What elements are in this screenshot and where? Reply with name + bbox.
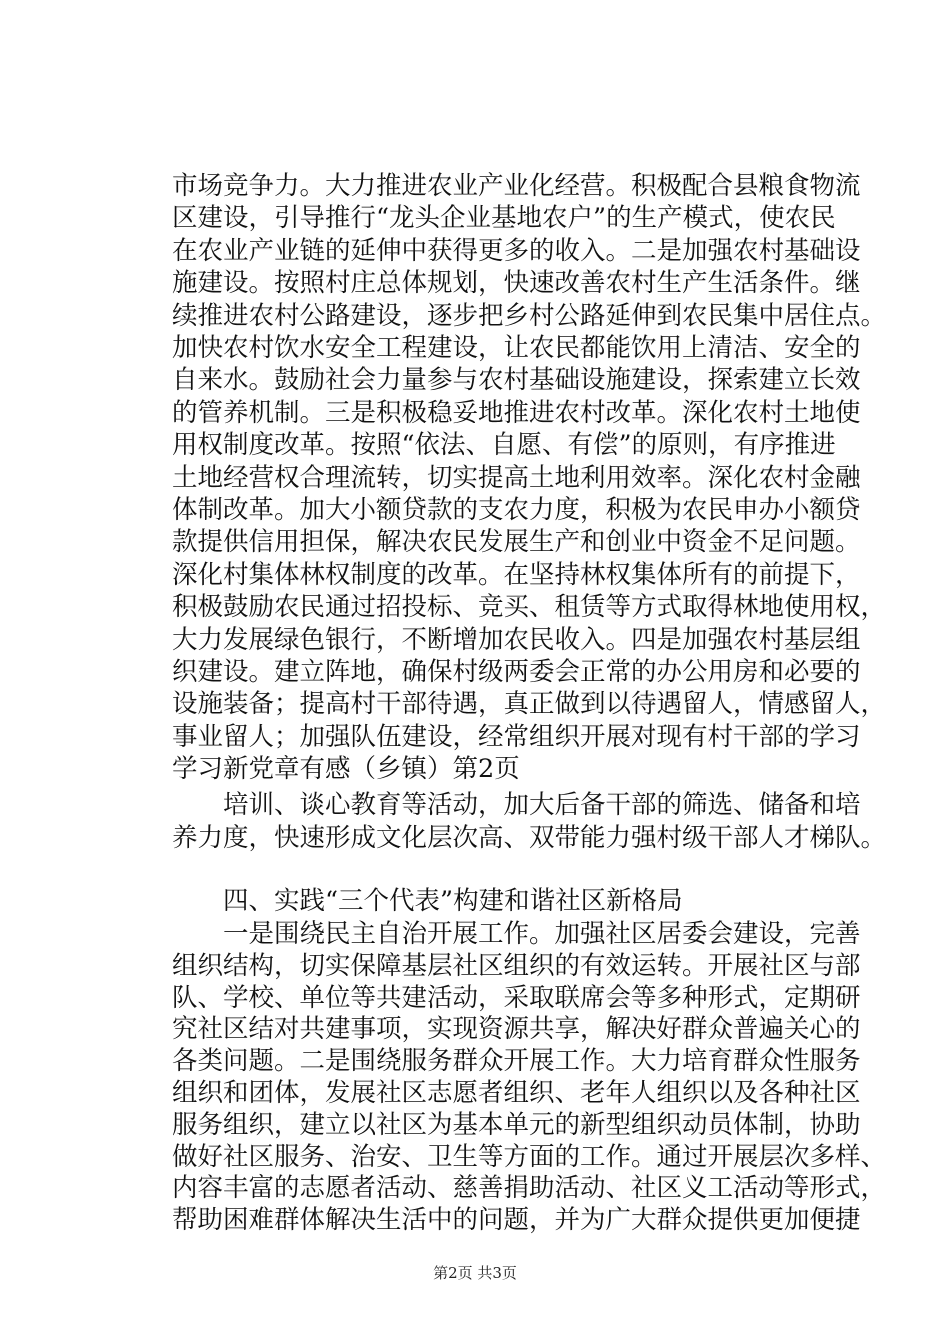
body-line: 体制改革。加大小额贷款的支农力度，积极为农民申办小额贷: [172, 495, 861, 525]
body-line: 组织结构，切实保障基层社区组织的有效运转。开展社区与部: [172, 950, 861, 981]
body-line: 组织和团体，发展社区志愿者组织、老年人组织以及各种社区: [172, 1078, 861, 1108]
body-line: 各类问题。二是围绕服务群众开展工作。大力培育群众性服务: [172, 1046, 861, 1077]
body-line: 织建设。建立阵地，确保村级两委会正常的办公用房和必要的: [172, 657, 861, 687]
body-line: 事业留人；加强队伍建设，经常组织开展对现有村干部的学习: [172, 721, 861, 752]
body-line: 土地经营权合理流转，切实提高土地利用效率。深化农村金融: [172, 462, 861, 493]
section-heading: 四、实践“三个代表”构建和谐社区新格局: [172, 886, 683, 916]
body-line: 帮助困难群体解决生活中的问题，并为广大群众提供更加便捷: [172, 1205, 861, 1236]
body-line: 施建设。按照村庄总体规划，快速改善农村生产生活条件。继: [172, 268, 861, 299]
body-line: 区建设，引导推行“龙头企业基地农户”的生产模式，使农民: [172, 203, 836, 234]
body-line: 服务组织，建立以社区为基本单元的新型组织动员体制，协助: [172, 1109, 861, 1140]
body-line: 续推进农村公路建设，逐步把乡村公路延伸到农民集中居住点。: [172, 300, 887, 331]
body-line: 在农业产业链的延伸中获得更多的收入。二是加强农村基础设: [172, 235, 861, 266]
body-line: 养力度，快速形成文化层次高、双带能力强村级干部人才梯队。: [172, 823, 887, 853]
page-footer: 第2页 共3页: [433, 1264, 517, 1282]
body-line: 做好社区服务、治安、卫生等方面的工作。通过开展层次多样、: [172, 1141, 887, 1172]
body-line: 款提供信用担保，解决农民发展生产和创业中资金不足问题。: [172, 527, 861, 558]
body-line: 队、学校、单位等共建活动，采取联席会等多种形式，定期研: [172, 982, 861, 1013]
body-line: 设施装备；提高村干部待遇，真正做到以待遇留人，情感留人，: [172, 689, 887, 720]
body-line: 学习新党章有感（乡镇）第2页: [172, 754, 520, 785]
body-line: 积极鼓励农民通过招投标、竞买、租赁等方式取得林地使用权，: [172, 592, 887, 623]
body-line: 内容丰富的志愿者活动、慈善捐助活动、社区义工活动等形式，: [172, 1173, 887, 1204]
body-line: 市场竞争力。大力推进农业产业化经营。积极配合县粮食物流: [172, 171, 861, 201]
body-line: 大力发展绿色银行，不断增加农民收入。四是加强农村基层组: [172, 624, 861, 655]
body-line: 究社区结对共建事项，实现资源共享，解决好群众普遍关心的: [172, 1014, 861, 1045]
body-line: 自来水。鼓励社会力量参与农村基础设施建设，探索建立长效: [172, 365, 861, 396]
body-line: 深化村集体林权制度的改革。在坚持林权集体所有的前提下，: [172, 559, 861, 590]
body-line: 一是围绕民主自治开展工作。加强社区居委会建设，完善: [172, 919, 861, 949]
body-line: 加快农村饮水安全工程建设，让农民都能饮用上清洁、安全的: [172, 333, 861, 363]
body-line: 培训、谈心教育等活动，加大后备干部的筛选、储备和培: [172, 790, 861, 820]
body-line: 用权制度改革。按照“依法、自愿、有偿”的原则，有序推进: [172, 430, 836, 461]
body-line: 的管养机制。三是积极稳妥地推进农村改革。深化农村土地使: [172, 397, 861, 428]
